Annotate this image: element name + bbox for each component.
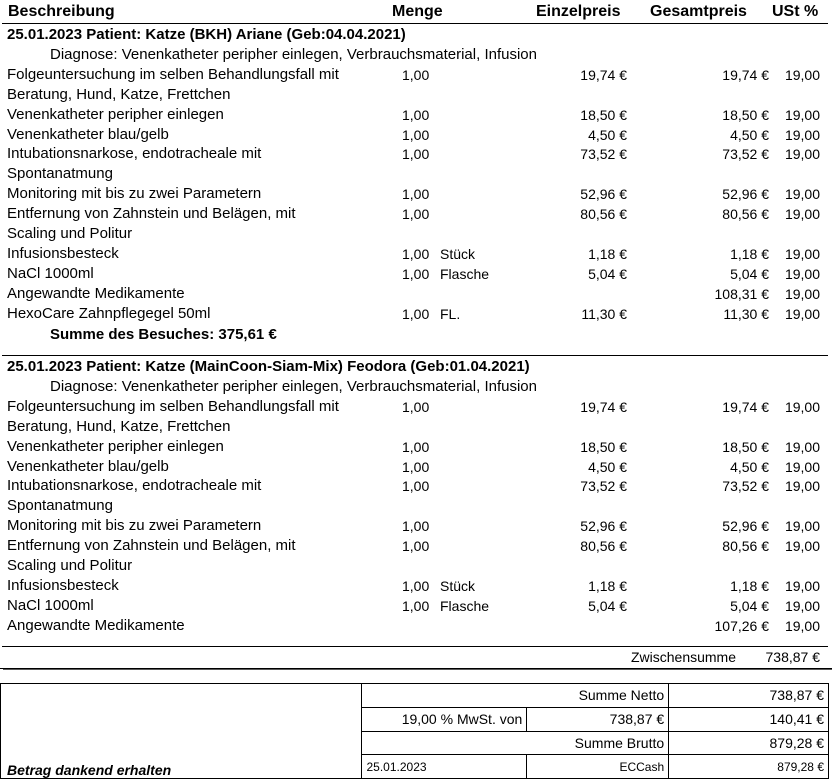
item-description: Entfernung von Zahnstein und Belägen, mit	[7, 205, 296, 223]
item-unit-price: 80,56 €	[580, 206, 627, 223]
item-total-price: 1,18 €	[730, 245, 769, 262]
item-quantity: 1,00	[402, 305, 430, 322]
table-row	[0, 476, 832, 496]
item-vat: 19,00	[784, 398, 820, 415]
item-description-cont: Scaling und Politur	[7, 557, 133, 574]
item-quantity: 1,00	[402, 398, 430, 415]
item-total-price: 18,50 €	[722, 438, 769, 455]
item-quantity: 1,00	[402, 146, 430, 163]
item-vat: 19,00	[784, 146, 820, 163]
item-quantity: 1,00	[402, 206, 430, 223]
item-description-cont: Spontanatmung	[7, 165, 113, 183]
table-row-continuation	[0, 496, 832, 516]
item-description: Venenkatheter blau/gelb	[7, 457, 169, 475]
visit-sum: Summe des Besuches: 375,61 €	[50, 325, 277, 343]
item-description: Monitoring mit bis zu zwei Parametern	[7, 517, 262, 535]
summary-box	[0, 683, 832, 780]
item-vat: 19,00	[784, 305, 820, 322]
table-row	[0, 516, 832, 536]
item-total-price: 52,96 €	[722, 518, 769, 535]
table-row-continuation	[0, 85, 832, 105]
col-header-total-price: Gesamtpreis	[650, 3, 747, 20]
table-row-continuation	[0, 417, 832, 437]
received-label: Betrag dankend erhalten	[1, 684, 362, 779]
item-total-price: 73,52 €	[722, 478, 769, 495]
gross-value: 879,28 €	[669, 731, 829, 755]
vat-base: 738,87 €	[527, 707, 669, 731]
item-total-price: 4,50 €	[730, 126, 769, 143]
item-unit: Stück	[440, 577, 476, 594]
visit-separator	[2, 355, 828, 356]
item-total-price: 108,31 €	[714, 285, 769, 302]
table-row	[0, 457, 832, 477]
item-vat: 19,00	[784, 577, 820, 594]
item-description-cont: Beratung, Hund, Katze, Frettchen	[7, 85, 231, 103]
item-description: NaCl 1000ml	[7, 264, 94, 282]
subtotal-value: 738,87 €	[765, 649, 820, 665]
table-row	[0, 576, 832, 596]
table-row	[0, 397, 832, 417]
item-quantity: 1,00	[402, 458, 430, 475]
table-row	[0, 204, 832, 224]
diagnosis-text: Diagnose: Venenkatheter peripher einlegen, Verbrauchsmaterial, Infusion	[50, 45, 537, 63]
gross-label: Summe Brutto	[362, 731, 669, 755]
item-vat: 19,00	[784, 186, 820, 203]
visit-sum-row	[0, 325, 832, 345]
item-vat: 19,00	[784, 126, 820, 143]
item-unit: Stück	[440, 245, 476, 262]
table-row-continuation	[0, 164, 832, 184]
visit-header	[0, 357, 832, 377]
item-vat: 19,00	[784, 438, 820, 455]
item-description-cont: Beratung, Hund, Katze, Frettchen	[7, 417, 231, 435]
item-unit-price: 52,96 €	[580, 186, 627, 203]
item-description: Monitoring mit bis zu zwei Parametern	[7, 185, 262, 203]
item-quantity: 1,00	[402, 126, 430, 143]
item-vat: 19,00	[784, 617, 820, 634]
col-header-desc: Beschreibung	[8, 3, 115, 20]
item-unit-price: 19,74 €	[580, 66, 627, 83]
payment-amount: 879,28 €	[669, 755, 829, 779]
item-unit-price: 5,04 €	[588, 597, 627, 614]
item-unit-price: 11,30 €	[581, 305, 627, 322]
table-row	[0, 437, 832, 457]
item-quantity: 1,00	[402, 597, 430, 614]
item-total-price: 19,74 €	[722, 66, 769, 83]
item-unit-price: 18,50 €	[580, 106, 627, 123]
vat-value: 140,41 €	[669, 707, 829, 731]
item-vat: 19,00	[784, 106, 820, 123]
item-unit-price: 18,50 €	[580, 438, 627, 455]
item-unit-price: 73,52 €	[580, 146, 627, 163]
header-rule	[2, 23, 828, 24]
patient-header: 25.01.2023 Patient: Katze (BKH) Ariane (Geb:04.04.2021)	[7, 26, 406, 43]
item-total-price: 5,04 €	[730, 597, 769, 614]
net-value: 738,87 €	[669, 684, 829, 708]
item-unit-price: 1,18 €	[588, 577, 627, 594]
table-row	[0, 105, 832, 125]
vat-rate-label: 19,00 % MwSt. von	[362, 707, 527, 731]
item-quantity: 1,00	[402, 577, 430, 594]
diagnosis-text: Diagnose: Venenkatheter peripher einlegen, Verbrauchsmaterial, Infusion	[50, 377, 537, 395]
item-description-cont: Spontanatmung	[7, 497, 113, 515]
item-description: Folgeuntersuchung im selben Behandlungsfall mit	[7, 397, 339, 415]
item-unit: FL.	[440, 305, 461, 322]
table-row-continuation	[0, 556, 832, 576]
table-row	[0, 125, 832, 145]
item-total-price: 1,18 €	[730, 577, 769, 594]
visit-header	[0, 25, 832, 45]
item-quantity: 1,00	[402, 245, 430, 262]
payment-method: ECCash	[527, 755, 669, 779]
item-description: Angewandte Medikamente	[7, 616, 185, 634]
diagnosis-row	[0, 45, 832, 65]
item-unit-price: 52,96 €	[580, 518, 627, 535]
item-description: Intubationsnarkose, endotracheale mit	[7, 145, 262, 163]
item-total-price: 73,52 €	[722, 146, 769, 163]
subtotal-label: Zwischensumme	[630, 649, 736, 665]
table-row	[0, 284, 832, 304]
item-vat: 19,00	[784, 478, 820, 495]
table-row	[0, 616, 832, 636]
table-row	[0, 264, 832, 284]
item-unit-price: 1,18 €	[588, 245, 627, 262]
item-description: Intubationsnarkose, endotracheale mit	[7, 477, 262, 495]
item-description: Infusionsbesteck	[7, 244, 119, 262]
item-description: Folgeuntersuchung im selben Behandlungsfall mit	[7, 65, 339, 83]
item-total-price: 4,50 €	[730, 458, 769, 475]
table-row-continuation	[0, 224, 832, 244]
item-unit-price: 73,52 €	[580, 478, 627, 495]
item-total-price: 19,74 €	[722, 398, 769, 415]
col-header-qty: Menge	[392, 3, 443, 20]
item-vat: 19,00	[784, 538, 820, 555]
table-row	[0, 65, 832, 85]
table-row	[0, 536, 832, 556]
item-description: Angewandte Medikamente	[7, 284, 185, 302]
item-total-price: 80,56 €	[722, 538, 769, 555]
table-row	[0, 304, 832, 324]
item-description: HexoCare Zahnpflegegel 50ml	[7, 304, 211, 322]
item-vat: 19,00	[784, 206, 820, 223]
item-unit-price: 4,50 €	[588, 458, 627, 475]
item-quantity: 1,00	[402, 438, 430, 455]
item-unit-price: 19,74 €	[580, 398, 627, 415]
item-description: NaCl 1000ml	[7, 596, 94, 614]
col-header-unit-price: Einzelpreis	[536, 3, 621, 20]
item-unit: Flasche	[440, 265, 490, 282]
item-description: Venenkatheter blau/gelb	[7, 125, 169, 143]
item-description: Entfernung von Zahnstein und Belägen, mit	[7, 537, 296, 555]
item-quantity: 1,00	[402, 186, 430, 203]
item-vat: 19,00	[784, 597, 820, 614]
diagnosis-row	[0, 377, 832, 397]
item-total-price: 107,26 €	[714, 617, 769, 634]
net-label: Summe Netto	[362, 684, 669, 708]
patient-header: 25.01.2023 Patient: Katze (MainCoon-Siam-Mix) Feodora (Geb:01.04.2021)	[7, 358, 530, 375]
item-quantity: 1,00	[402, 518, 430, 535]
item-quantity: 1,00	[402, 66, 430, 83]
item-description-cont: Scaling und Politur	[7, 225, 133, 242]
item-vat: 19,00	[784, 245, 820, 262]
subtotal-rule	[2, 646, 828, 647]
item-total-price: 52,96 €	[722, 186, 769, 203]
item-vat: 19,00	[784, 285, 820, 302]
item-total-price: 11,30 €	[723, 305, 769, 322]
item-quantity: 1,00	[402, 106, 430, 123]
item-unit-price: 4,50 €	[588, 126, 627, 143]
table-row	[0, 244, 832, 264]
col-header-vat: USt %	[772, 3, 819, 20]
item-vat: 19,00	[784, 518, 820, 535]
item-total-price: 80,56 €	[722, 206, 769, 223]
payment-date: 25.01.2023	[362, 755, 527, 779]
item-total-price: 5,04 €	[730, 265, 769, 282]
table-row	[0, 184, 832, 204]
item-total-price: 18,50 €	[722, 106, 769, 123]
summary-table	[0, 683, 829, 779]
item-vat: 19,00	[784, 265, 820, 282]
item-description: Venenkatheter peripher einlegen	[7, 437, 224, 455]
item-description: Infusionsbesteck	[7, 576, 119, 594]
item-description: Venenkatheter peripher einlegen	[7, 105, 224, 123]
item-unit-price: 5,04 €	[588, 265, 627, 282]
item-vat: 19,00	[784, 458, 820, 475]
item-vat: 19,00	[784, 66, 820, 83]
table-row	[0, 144, 832, 164]
item-quantity: 1,00	[402, 265, 430, 282]
table-row	[0, 596, 832, 616]
item-quantity: 1,00	[402, 478, 430, 495]
item-unit: Flasche	[440, 597, 490, 614]
item-unit-price: 80,56 €	[580, 538, 627, 555]
item-quantity: 1,00	[402, 538, 430, 555]
